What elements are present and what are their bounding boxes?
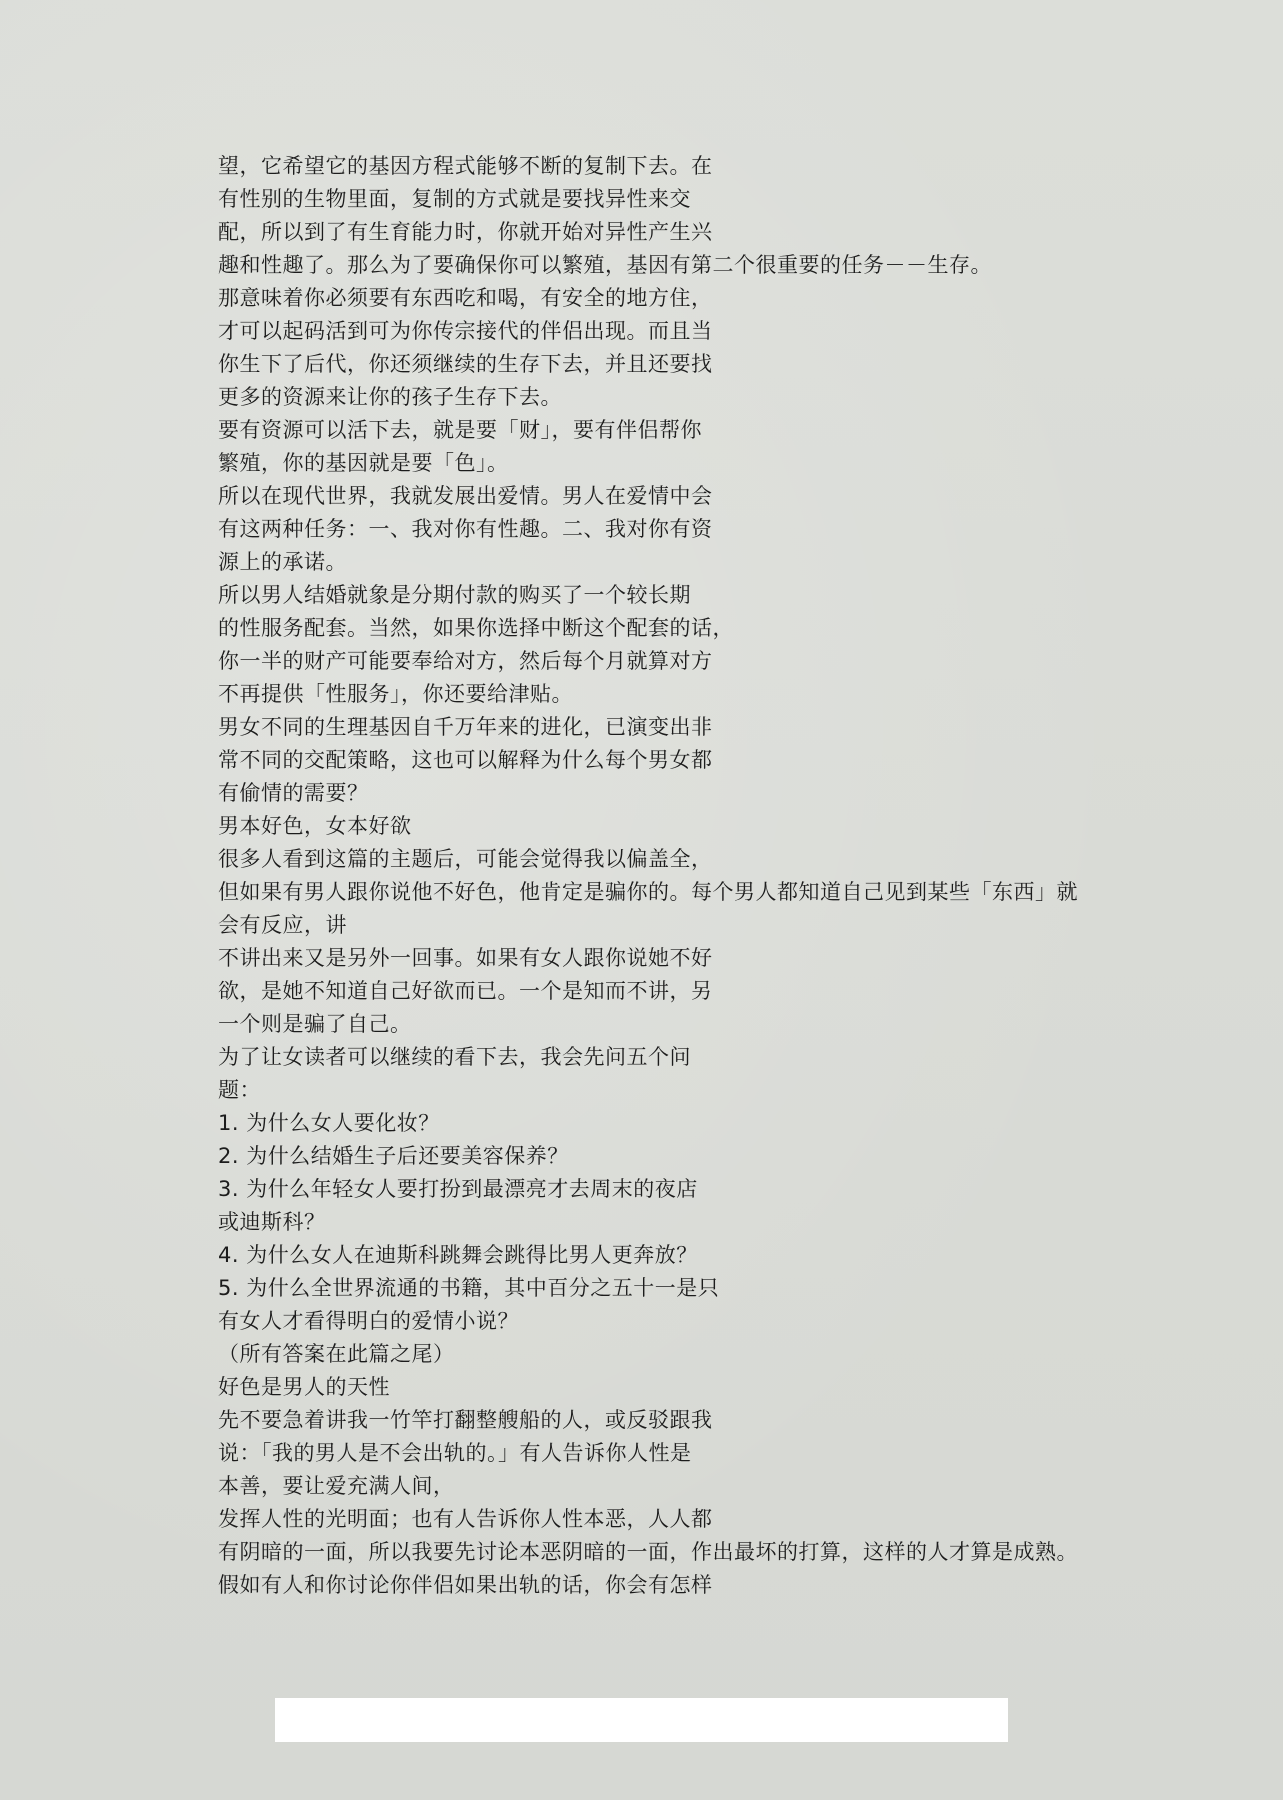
section-heading: 男本好色，女本好欲 <box>218 814 412 838</box>
text-line: 但如果有男人跟你说他不好色，他肯定是骗你的。每个男人都知道自己见到某些「东西」就 <box>218 880 1078 904</box>
text-line: 有阴暗的一面，所以我要先讨论本恶阴暗的一面，作出最坏的打算，这样的人才算是成熟。 <box>218 1540 1078 1564</box>
text-line: 更多的资源来让你的孩子生存下去。 <box>218 385 562 409</box>
question-item: 4. 为什么女人在迪斯科跳舞会跳得比男人更奔放？ <box>218 1243 698 1267</box>
text-line: 你一半的财产可能要奉给对方，然后每个月就算对方 <box>218 649 713 673</box>
text-line: 为了让女读者可以继续的看下去，我会先问五个问 <box>218 1045 691 1069</box>
text-line: 趣和性趣了。那么为了要确保你可以繁殖，基因有第二个很重要的任务－－生存。 <box>218 253 992 277</box>
text-line: 发挥人性的光明面；也有人告诉你人性本恶，人人都 <box>218 1507 713 1531</box>
text-line: 有性别的生物里面，复制的方式就是要找异性来交 <box>218 187 691 211</box>
text-line: 配，所以到了有生育能力时，你就开始对异性产生兴 <box>218 220 713 244</box>
text-line: 源上的承诺。 <box>218 550 347 574</box>
text-line: 的性服务配套。当然，如果你选择中断这个配套的话， <box>218 616 734 640</box>
text-line: 有女人才看得明白的爱情小说？ <box>218 1309 519 1333</box>
text-line: 欲，是她不知道自己好欲而已。一个是知而不讲，另 <box>218 979 713 1003</box>
text-line: 望，它希望它的基因方程式能够不断的复制下去。在 <box>218 154 713 178</box>
redaction-bar <box>275 1698 1008 1742</box>
section-heading: 好色是男人的天性 <box>218 1375 390 1399</box>
question-item: 1. 为什么女人要化妆？ <box>218 1111 440 1135</box>
body-text <box>218 150 1218 1602</box>
text-line: 一个则是骗了自己。 <box>218 1012 412 1036</box>
text-line: 会有反应，讲 <box>218 913 347 937</box>
text-line: 很多人看到这篇的主题后，可能会觉得我以偏盖全， <box>218 847 713 871</box>
text-line: 男女不同的生理基因自千万年来的进化，已演变出非 <box>218 715 713 739</box>
text-line: 你生下了后代，你还须继续的生存下去，并且还要找 <box>218 352 713 376</box>
question-item: 3. 为什么年轻女人要打扮到最漂亮才去周末的夜店 <box>218 1177 698 1201</box>
text-line: 本善，要让爱充满人间， <box>218 1474 455 1498</box>
text-line: 常不同的交配策略，这也可以解释为什么每个男女都 <box>218 748 713 772</box>
text-line: 或迪斯科？ <box>218 1210 326 1234</box>
text-line: 繁殖，你的基因就是要「色」。 <box>218 451 509 475</box>
text-line: 所以男人结婚就象是分期付款的购买了一个较长期 <box>218 583 691 607</box>
text-line: 说：「我的男人是不会出轨的。」有人告诉你人性是 <box>218 1441 692 1465</box>
text-line: 题： <box>218 1078 261 1102</box>
text-line: 要有资源可以活下去，就是要「财」，要有伴侣帮你 <box>218 418 702 442</box>
text-line: （所有答案在此篇之尾） <box>218 1342 455 1366</box>
text-line: 那意味着你必须要有东西吃和喝，有安全的地方住， <box>218 286 713 310</box>
text-line: 有这两种任务：一、我对你有性趣。二、我对你有资 <box>218 517 713 541</box>
question-item: 2. 为什么结婚生子后还要美容保养？ <box>218 1144 569 1168</box>
text-line: 才可以起码活到可为你传宗接代的伴侣出现。而且当 <box>218 319 713 343</box>
text-line: 不再提供「性服务」，你还要给津贴。 <box>218 682 573 706</box>
question-item: 5. 为什么全世界流通的书籍，其中百分之五十一是只 <box>218 1276 720 1300</box>
text-line: 有偷情的需要？ <box>218 781 369 805</box>
text-line: 所以在现代世界，我就发展出爱情。男人在爱情中会 <box>218 484 713 508</box>
text-line: 不讲出来又是另外一回事。如果有女人跟你说她不好 <box>218 946 713 970</box>
text-line: 先不要急着讲我一竹竿打翻整艘船的人，或反驳跟我 <box>218 1408 713 1432</box>
text-line: 假如有人和你讨论你伴侣如果出轨的话，你会有怎样 <box>218 1573 713 1597</box>
